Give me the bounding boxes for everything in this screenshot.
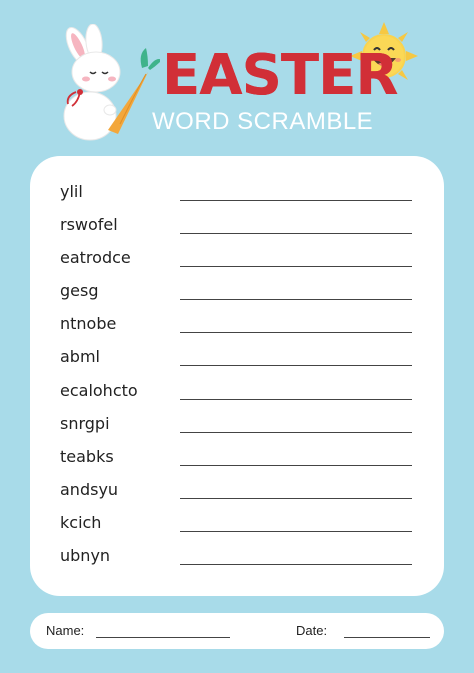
scrambled-word: eatrodce <box>60 248 131 267</box>
list-item <box>60 480 412 504</box>
word-list-card <box>30 156 444 596</box>
answer-line[interactable] <box>180 365 412 366</box>
scrambled-word: gesg <box>60 281 99 300</box>
list-item <box>60 447 412 471</box>
date-field[interactable] <box>344 637 430 638</box>
scrambled-word: kcich <box>60 513 102 532</box>
scrambled-word: ntnobe <box>60 314 117 333</box>
name-label: Name: <box>46 623 85 638</box>
answer-line[interactable] <box>180 266 412 267</box>
answer-line[interactable] <box>180 498 412 499</box>
answer-line[interactable] <box>180 465 412 466</box>
list-item <box>60 314 412 338</box>
list-item <box>60 347 412 371</box>
scrambled-word: teabks <box>60 447 114 466</box>
list-item <box>60 215 412 239</box>
footer-bar <box>30 613 444 649</box>
answer-line[interactable] <box>180 332 412 333</box>
answer-line[interactable] <box>180 432 412 433</box>
date-label: Date: <box>296 623 328 638</box>
list-item <box>60 281 412 305</box>
answer-line[interactable] <box>180 399 412 400</box>
list-item <box>60 414 412 438</box>
list-item <box>60 182 412 206</box>
answer-line[interactable] <box>180 564 412 565</box>
scrambled-word: andsyu <box>60 480 119 499</box>
scrambled-word: ecalohcto <box>60 381 138 400</box>
bunny-icon <box>50 24 160 142</box>
scrambled-word: ubnyn <box>60 546 111 565</box>
list-item <box>60 248 412 272</box>
answer-line[interactable] <box>180 200 412 201</box>
list-item <box>60 546 412 570</box>
answer-line[interactable] <box>180 299 412 300</box>
list-item <box>60 381 412 405</box>
scrambled-word: rswofel <box>60 215 118 234</box>
page-title: EASTER <box>162 43 398 108</box>
answer-line[interactable] <box>180 233 412 234</box>
scrambled-word: abml <box>60 347 100 366</box>
page-subtitle: WORD SCRAMBLE <box>152 108 374 135</box>
name-field[interactable] <box>96 637 230 638</box>
answer-line[interactable] <box>180 531 412 532</box>
scrambled-word: snrgpi <box>60 414 110 433</box>
scrambled-word: ylil <box>60 182 83 201</box>
list-item <box>60 513 412 537</box>
